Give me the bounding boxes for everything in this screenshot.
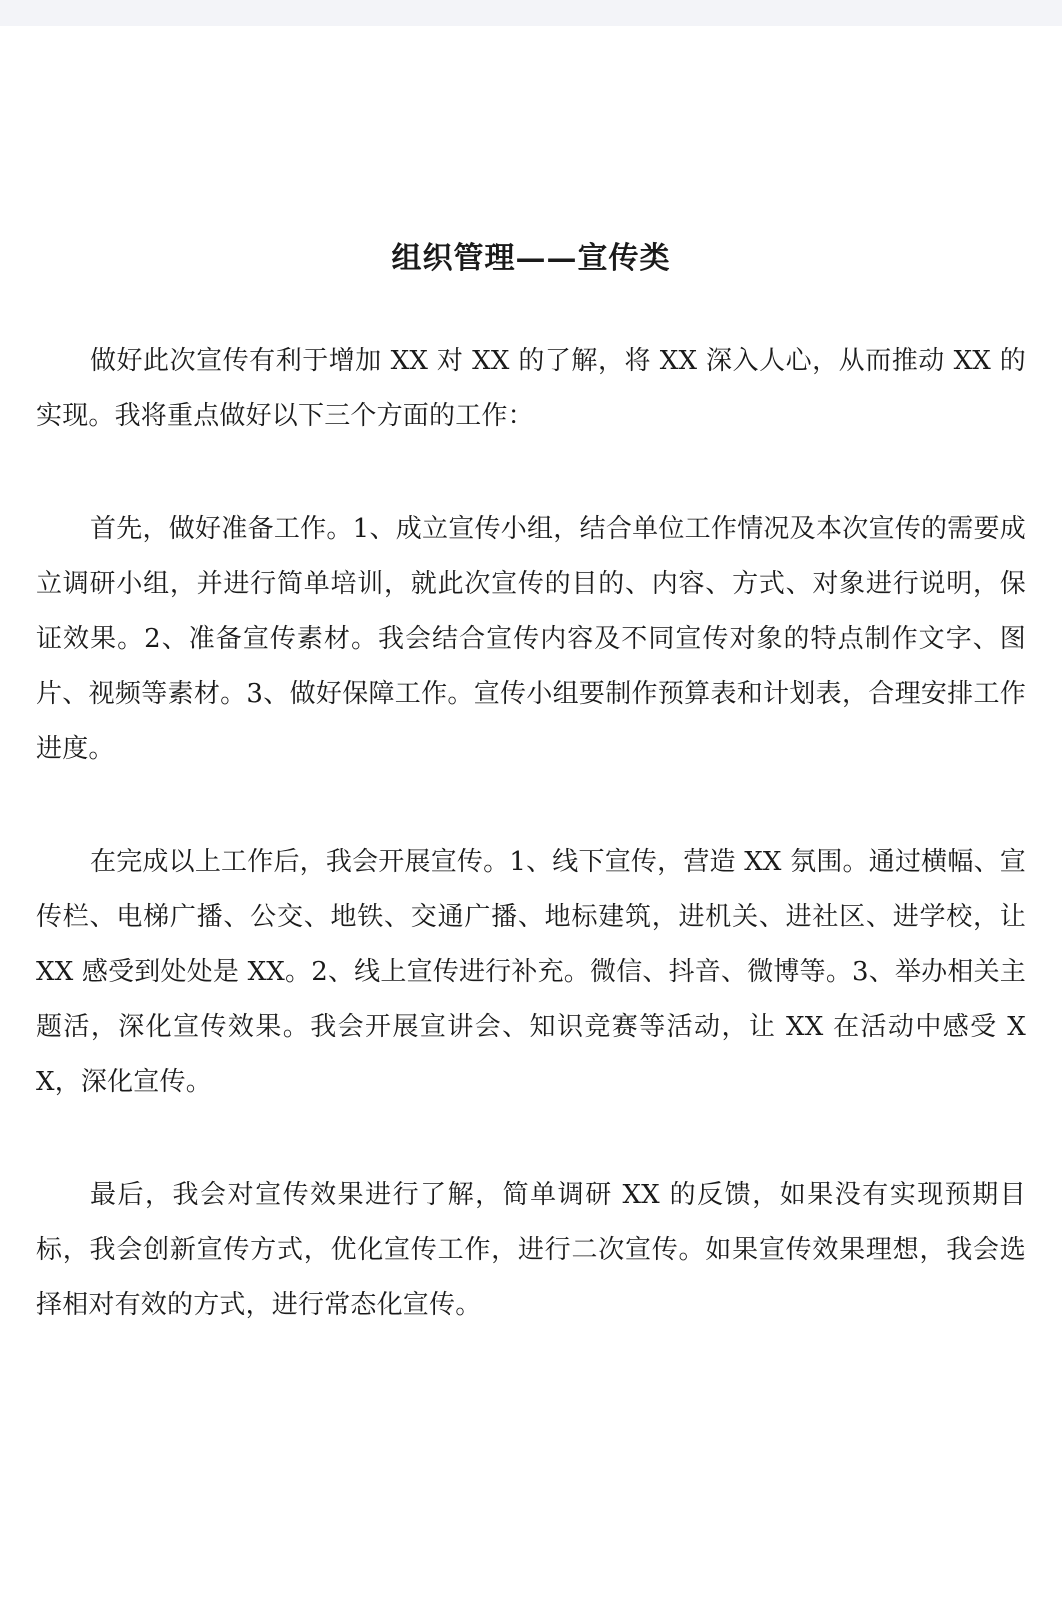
top-bar bbox=[0, 0, 1062, 26]
paragraph-conclusion: 最后，我会对宣传效果进行了解，简单调研 XX 的反馈，如果没有实现预期目标，我会创新宣传方式，优化宣传工作，进行二次宣传。如果宣传效果理想，我会选择相对有效的方式，进行常态化宣传。 bbox=[36, 1180, 1026, 1320]
document-title: 组织管理——宣传类 bbox=[391, 241, 671, 276]
paragraph-preparation: 首先，做好准备工作。1、成立宣传小组，结合单位工作情况及本次宣传的需要成立调研小组，并进行简单培训，就此次宣传的目的、内容、方式、对象进行说明，保证效果。2、准备宣传素材。我会结合宣传内容及不同宣传对象的特点制作文字、图片、视频等素材。3、做好保障工作。宣传小组要制作预算表和计划表，合理安排工作进度。 bbox=[36, 514, 1026, 764]
document-page bbox=[0, 26, 1062, 1606]
paragraph-promotion: 在完成以上工作后，我会开展宣传。1、线下宣传，营造 XX 氛围。通过横幅、宣传栏、电梯广播、公交、地铁、交通广播、地标建筑，进机关、进社区、进学校，让 XX 感受到处处是 XX。2、线上宣传进行补充。微信、抖音、微博等。3、举办相关主题活，深化宣传效果。我会开展宣讲会、知识竞赛等活动，让 XX 在活动中感受 XX，深化宣传。 bbox=[36, 847, 1026, 1097]
document-body bbox=[36, 334, 1026, 1333]
paragraph-intro: 做好此次宣传有利于增加 XX 对 XX 的了解，将 XX 深入人心，从而推动 XX 的实现。我将重点做好以下三个方面的工作： bbox=[36, 346, 1026, 431]
